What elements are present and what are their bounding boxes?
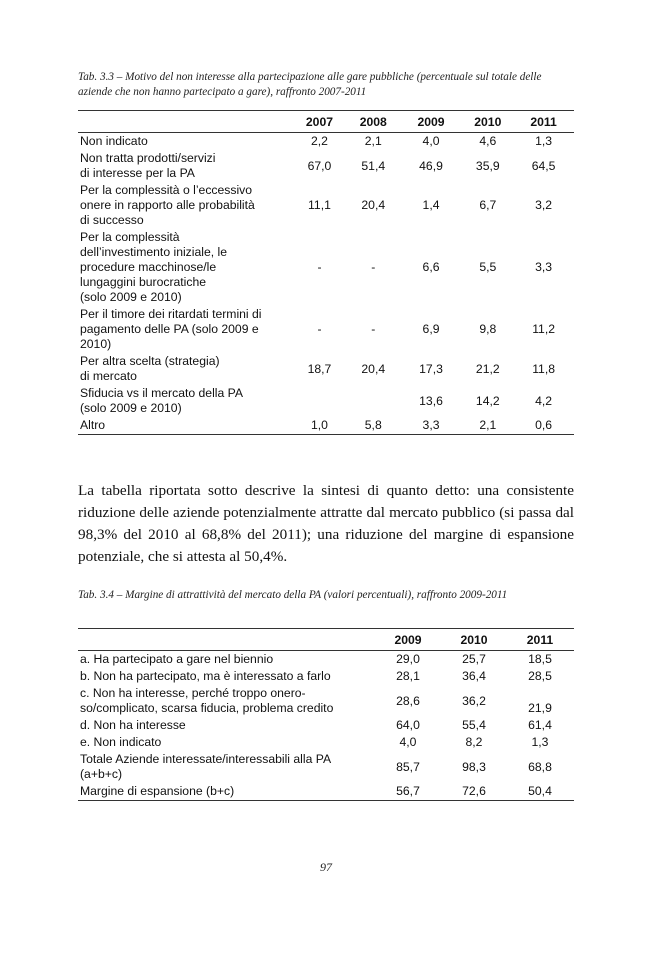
row-value: 98,3	[462, 759, 486, 774]
row-value: 35,9	[475, 158, 500, 173]
row-value: 2,1	[479, 418, 497, 432]
row-value: 6,6	[422, 260, 440, 274]
row-value	[347, 385, 400, 417]
table-row	[78, 417, 574, 435]
row-value	[292, 385, 347, 417]
row-value: 11,8	[532, 361, 556, 376]
row-value: 64,5	[531, 158, 556, 173]
row-label: Non tratta prodotti/servizi di interesse per la PA	[80, 151, 216, 180]
table-row	[78, 385, 574, 417]
row-value: 3,3	[422, 418, 440, 432]
row-value: 36,2	[462, 693, 486, 708]
row-value: 29,0	[396, 652, 420, 666]
row-label: Per il timore dei ritardati termini di pagamento delle PA (solo 2009 e 2010)	[80, 307, 262, 351]
row-value: -	[317, 260, 322, 274]
row-value: 36,4	[462, 669, 486, 683]
row-value: 18,7	[307, 361, 332, 376]
row-value: 1,4	[422, 198, 440, 212]
row-label: e. Non indicato	[80, 735, 162, 749]
table-row	[78, 651, 574, 669]
row-value: 46,9	[419, 158, 443, 173]
row-value: 2,1	[364, 134, 382, 148]
table-row	[78, 306, 574, 353]
table1-header-row	[78, 111, 574, 133]
row-label: a. Ha partecipato a gare nel biennio	[80, 652, 274, 666]
row-value: 5,8	[364, 418, 382, 432]
table-row	[78, 150, 574, 182]
table2-header-2010: 2010	[442, 629, 506, 651]
row-value: 28,6	[396, 693, 420, 708]
row-value: 11,2	[532, 322, 556, 336]
row-value: 18,5	[528, 652, 552, 666]
row-value: 4,6	[479, 134, 497, 148]
row-value: 6,7	[479, 198, 497, 212]
table-row	[78, 783, 574, 801]
row-value: 3,3	[535, 260, 553, 274]
table1-body	[78, 133, 574, 435]
row-value: 8,2	[465, 735, 483, 749]
row-value: 72,6	[462, 784, 486, 798]
page-number: 97	[320, 860, 332, 874]
row-value: 4,2	[535, 393, 553, 408]
row-value: 64,0	[396, 718, 420, 732]
row-label: Totale Aziende interessate/interessabili alla PA (a+b+c)	[80, 752, 332, 781]
table-row	[78, 668, 574, 685]
row-value: 2,2	[310, 134, 328, 148]
row-value: 4,0	[422, 134, 440, 148]
table2-header-2009: 2009	[374, 629, 442, 651]
row-value: 67,0	[307, 158, 332, 173]
row-value: -	[371, 322, 376, 336]
row-value: 28,1	[396, 669, 420, 683]
table-row	[78, 353, 574, 385]
table2-header-empty	[78, 629, 374, 651]
row-value: 1,3	[535, 134, 553, 148]
row-label: Per la complessità o l’eccessivo onere in rapporto alle probabilità di successo	[80, 183, 255, 227]
row-value: 4,0	[399, 735, 417, 749]
row-value: 14,2	[475, 393, 500, 408]
table2-body	[78, 651, 574, 801]
row-value: 13,6	[419, 393, 443, 408]
row-value: 3,2	[535, 198, 553, 212]
table-row	[78, 685, 574, 717]
table1-header-2010: 2010	[462, 111, 513, 133]
row-value: 0,6	[535, 418, 553, 432]
table-row	[78, 229, 574, 306]
row-label: b. Non ha partecipato, ma è interessato a farlo	[80, 669, 331, 683]
row-value: 20,4	[361, 361, 386, 376]
table2-caption: Tab. 3.4 – Margine di attrattività del mercato della PA (valori percentuali), raffronto 2009-2011	[78, 589, 508, 601]
row-value: 20,4	[361, 198, 386, 212]
row-value: 5,5	[479, 260, 497, 274]
row-value: 21,9	[528, 701, 552, 715]
table-row	[78, 133, 574, 151]
table1-header-2007: 2007	[292, 111, 347, 133]
row-label: Non indicato	[80, 134, 148, 148]
row-value: 50,4	[528, 784, 552, 798]
row-value: 1,3	[531, 735, 549, 749]
row-label: c. Non ha interesse, perché troppo onero- so/complicato, scarsa fiducia, problema credito	[80, 686, 334, 715]
table-row	[78, 734, 574, 751]
row-label: Altro	[80, 418, 106, 432]
row-value: -	[371, 260, 376, 274]
table1-header-2009: 2009	[400, 111, 463, 133]
table1-header-2008: 2008	[347, 111, 400, 133]
row-label: Per la complessità dell’investimento iniziale, le procedure macchinose/le lungaggini burocratiche (solo 2009 e 2010)	[80, 230, 227, 304]
row-value: 1,0	[310, 418, 328, 432]
row-value: 25,7	[462, 652, 486, 666]
row-value: 61,4	[528, 718, 552, 732]
row-label: d. Non ha interesse	[80, 718, 186, 732]
row-value: 28,5	[528, 669, 552, 683]
table-row	[78, 182, 574, 229]
table2	[78, 628, 574, 801]
table1-header-empty	[78, 111, 292, 133]
row-value: 9,8	[479, 322, 497, 336]
table2-header-2011: 2011	[506, 629, 574, 651]
table1-header-2011: 2011	[513, 111, 574, 133]
row-value: 17,3	[419, 361, 443, 376]
row-value: 56,7	[396, 784, 420, 798]
body-paragraph: La tabella riportata sotto descrive la sintesi di quanto detto: una consistente riduzione delle aziende potenzialmente attratte dal mercato pubblico (si passa dal 98,3% del 2010 al 68,8% del 2011); una riduzione del margine di espansione potenziale, che si attesta al 50,4%.	[78, 482, 574, 565]
table-row	[78, 751, 574, 783]
row-label: Margine di espansione (b+c)	[80, 784, 235, 798]
row-label: Sfiducia vs il mercato della PA (solo 2009 e 2010)	[80, 386, 244, 415]
row-value: 21,2	[475, 361, 500, 376]
row-value: -	[317, 322, 322, 336]
row-label: Per altra scelta (strategia) di mercato	[80, 354, 220, 383]
row-value: 6,9	[422, 322, 440, 336]
table1-caption: Tab. 3.3 – Motivo del non interesse alla partecipazione alle gare pubbliche (percentuale sul totale delle aziende che non hanno partecipato a gare), raffronto 2007-2011	[78, 71, 542, 98]
row-value: 11,1	[308, 198, 331, 212]
row-value: 85,7	[396, 759, 420, 774]
table2-header-row	[78, 629, 574, 651]
row-value: 68,8	[528, 759, 552, 774]
table-row	[78, 717, 574, 734]
table1	[78, 110, 574, 435]
row-value: 55,4	[462, 718, 486, 732]
row-value: 51,4	[361, 158, 386, 173]
